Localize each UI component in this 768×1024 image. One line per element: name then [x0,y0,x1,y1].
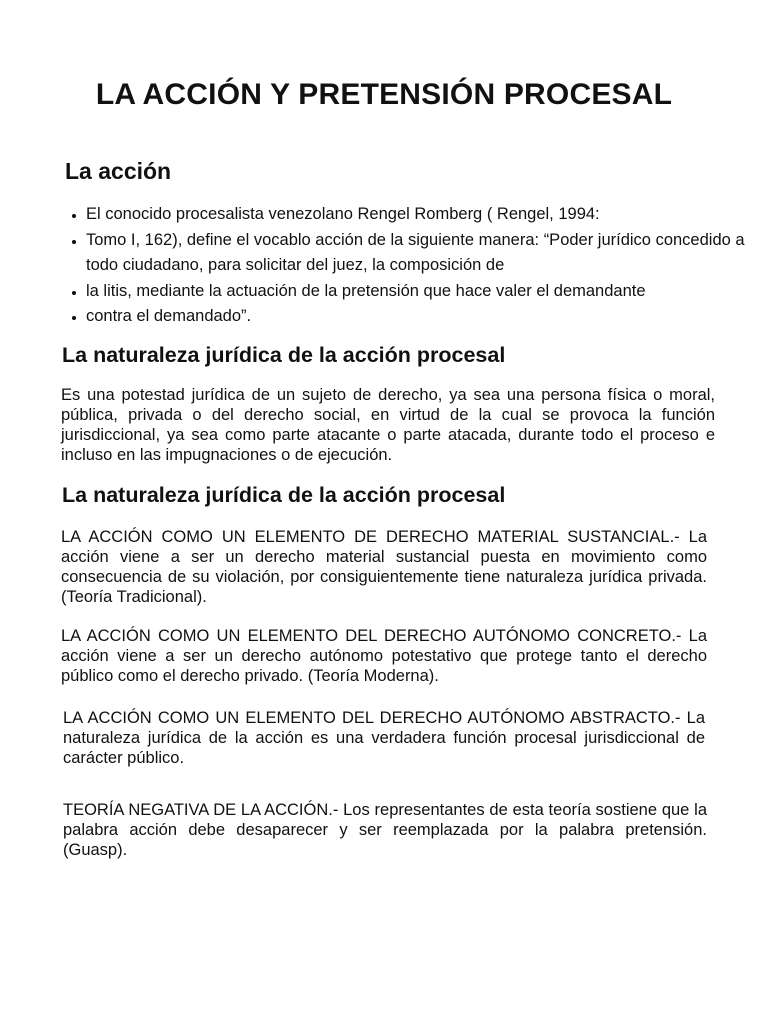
list-item: • El conocido procesalista venezolano Rengel Romberg ( Rengel, 1994: [86,202,756,228]
section-heading-naturaleza-1: La naturaleza jurídica de la acción procesal [62,343,506,367]
list-item: • la litis, mediante la actuación de la pretensión que hace valer el demandante [86,279,756,305]
naturaleza-paragraph: Es una potestad jurídica de un sujeto de derecho, ya sea una persona física o moral, pública, privada o del derecho social, en virtud de la cual se provoca la función jurisdiccional, ya sea como parte atacante o parte atacada, durante todo el proceso e incluso en las impugnaciones o de ejecución. [61,386,715,464]
section-heading-accion: La acción [65,158,172,184]
page-title: LA ACCIÓN Y PRETENSIÓN PROCESAL [95,78,673,111]
list-item: • contra el demandado”. [86,304,756,330]
accion-bullet-list [60,202,756,330]
paragraph-autonomo-concreto: LA ACCIÓN COMO UN ELEMENTO DEL DERECHO AUTÓNOMO CONCRETO.- La acción viene a ser un derecho autónomo potestativo que protege tanto el derecho público como el derecho privado. (Teoría Moderna). [61,627,707,685]
paragraph-autonomo-abstracto: LA ACCIÓN COMO UN ELEMENTO DEL DERECHO AUTÓNOMO ABSTRACTO.- La naturaleza jurídica de la acción es una verdadera función procesal jurisdiccional de carácter público. [63,709,705,767]
paragraph-teoria-negativa: TEORÍA NEGATIVA DE LA ACCIÓN.- Los representantes de esta teoría sostiene que la palabra acción debe desaparecer y ser reemplazada por la palabra pretensión. (Guasp). [63,801,707,859]
list-item: • Tomo I, 162), define el vocablo acción de la siguiente manera: “Poder jurídico concedido a todo ciudadano, para solicitar del juez, la composición de [86,228,756,279]
paragraph-derecho-material: LA ACCIÓN COMO UN ELEMENTO DE DERECHO MATERIAL SUSTANCIAL.- La acción viene a ser un derecho material sustancial puesta en movimiento como consecuencia de su violación, por consiguientemente tiene naturaleza jurídica privada. (Teoría Tradicional). [61,528,707,606]
section-heading-naturaleza-2: La naturaleza jurídica de la acción procesal [62,483,506,507]
